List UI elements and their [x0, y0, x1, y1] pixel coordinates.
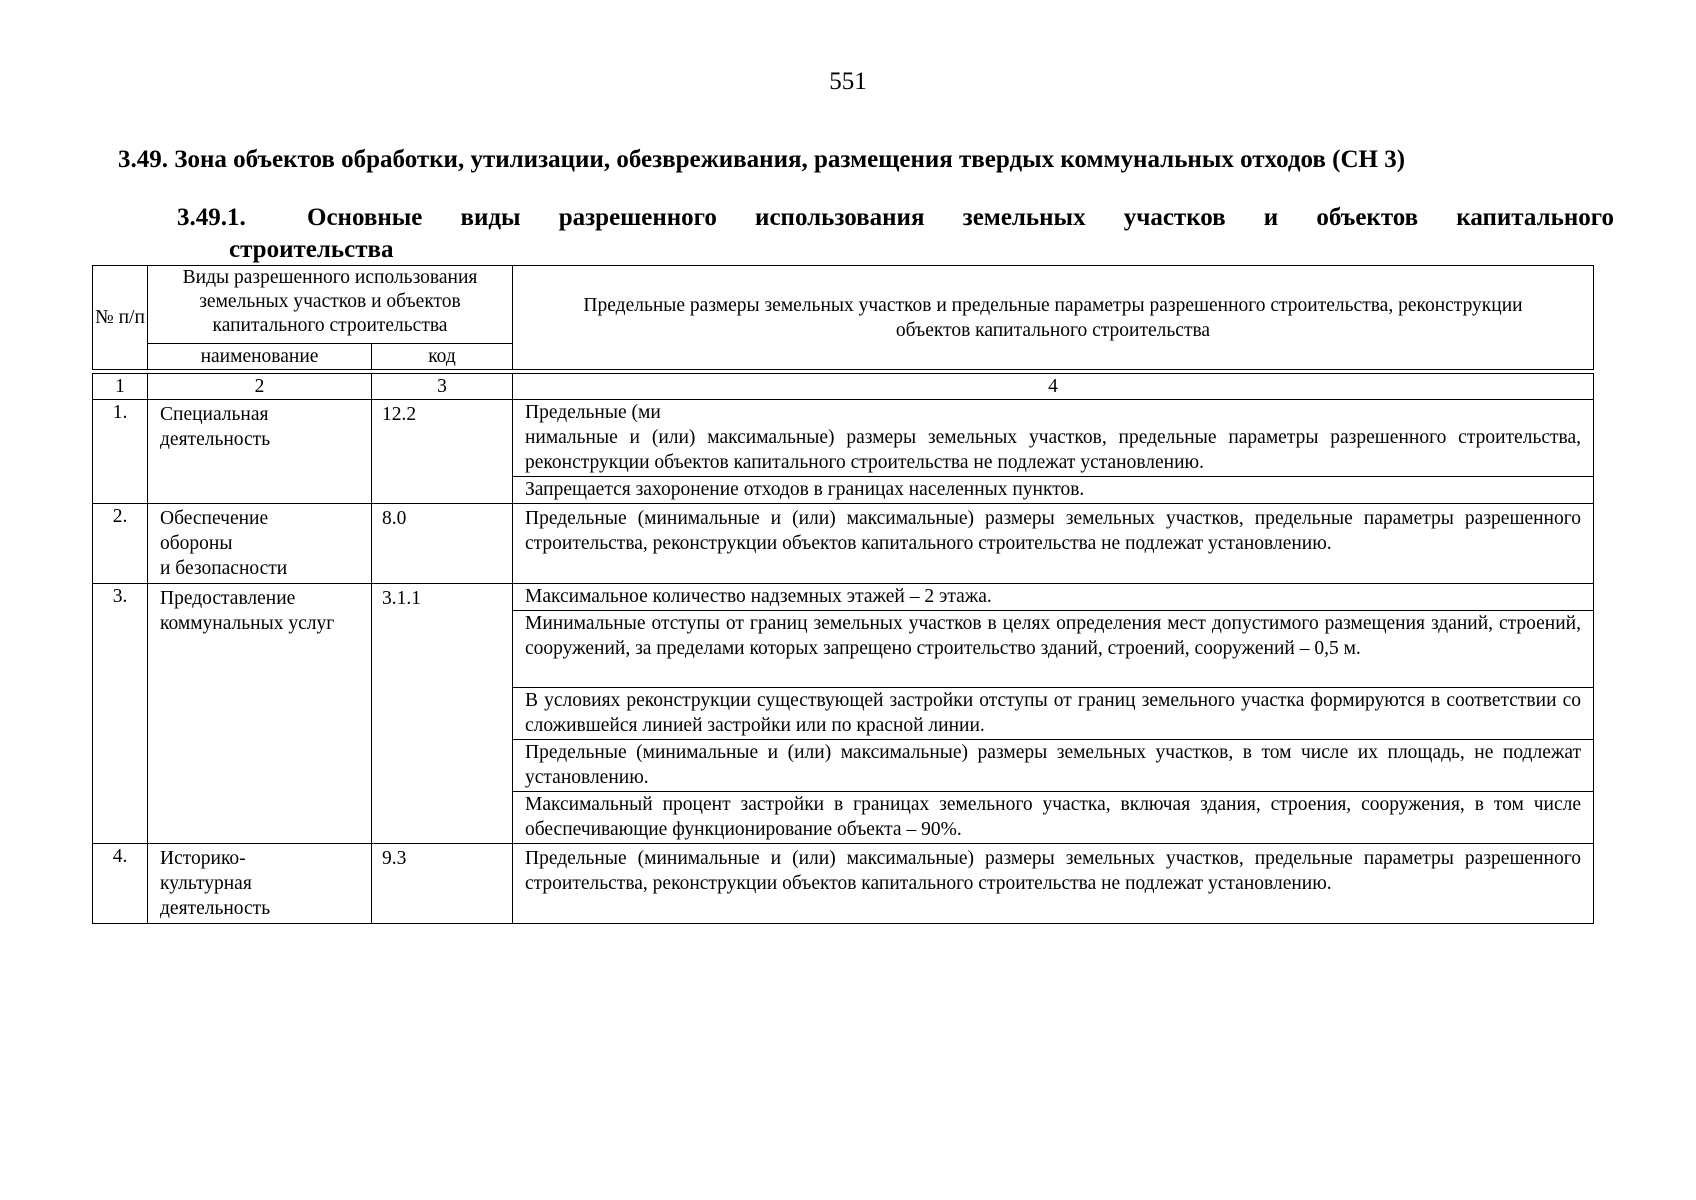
table-row [93, 400, 1594, 477]
row-num: 2. [93, 504, 148, 584]
col-number: 4 [513, 374, 1594, 400]
header-name: наименование [148, 344, 372, 370]
header-types: Виды разрешенного использования земельных участков и объектов капитального строительства [148, 266, 513, 344]
row-code: 12.2 [372, 400, 513, 504]
row-param: Предельные (минимальные и (или) максимальные) размеры земельных участков, в том числе их площадь, не подлежат установлению. [513, 740, 1594, 792]
subsection-title-continued: строительства [229, 236, 394, 263]
row-name [148, 504, 372, 584]
header-params: Предельные размеры земельных участков и предельные параметры разрешенного строительства, реконструкции объектов капитального строительства [513, 266, 1594, 370]
row-name-line: Обеспечение [160, 508, 269, 529]
row-code: 9.3 [372, 844, 513, 924]
row-name-line: культурная [160, 873, 252, 894]
header-code: код [372, 344, 513, 370]
col-number: 3 [372, 374, 513, 400]
row-num: 4. [93, 844, 148, 924]
param-text: нимальные и (или) максимальные) размеры земельных участков, предельные параметры разрешенного строительства, реконструкции объектов капитального строительства не подлежат установлению. [525, 427, 1581, 473]
col-number: 1 [93, 374, 148, 400]
table-row [93, 584, 1594, 611]
row-name-line: и безопасности [160, 558, 288, 579]
row-param: В условиях реконструкции существующей застройки отступы от границ земельного участка формируются в соответствии со сложившейся линией застройки или по красной линии. [513, 688, 1594, 740]
header-num: № п/п [93, 266, 148, 370]
param-text: Предельные (ми [525, 402, 661, 423]
row-code: 8.0 [372, 504, 513, 584]
row-name: Предоставление коммунальных услуг [148, 584, 372, 844]
row-param: Предельные (минимальные и (или) максимальные) размеры земельных участков, предельные параметры разрешенного строительства, реконструкции объектов капитального строительства не подлежат установлению. [513, 844, 1594, 924]
row-name-line: обороны [160, 533, 233, 554]
table-body [92, 373, 1594, 924]
row-name: Специальная деятельность [148, 400, 372, 504]
col-number: 2 [148, 374, 372, 400]
row-name-line: деятельность [160, 898, 271, 919]
row-param: Предельные (минимальные и (или) максимальные) размеры земельных участков, предельные параметры разрешенного строительства, реконструкции объектов капитального строительства не подлежат установлению. [513, 504, 1594, 584]
subsection-title: Основные виды разрешенного использования земельных участков и объектов капитального [307, 204, 1614, 231]
row-param: Запрещается захоронение отходов в границах населенных пунктов. [513, 477, 1594, 504]
row-param: Максимальный процент застройки в границах земельного участка, включая здания, строения, сооружения, в том числе обеспечивающие функционирование объекта – 90%. [513, 792, 1594, 844]
subsection-number: 3.49.1. [177, 204, 246, 231]
row-param: Минимальные отступы от границ земельных участков в целях определения мест допустимого размещения зданий, строений, сооружений, за пределами которых запрещено строительство зданий, строений, сооружений – 0,5 м. [513, 611, 1594, 688]
page-number: 551 [829, 68, 867, 95]
row-code: 3.1.1 [372, 584, 513, 844]
row-param: Максимальное количество надземных этажей – 2 этажа. [513, 584, 1594, 611]
section-title: 3.49. Зона объектов обработки, утилизации, обезвреживания, размещения твердых коммунальных отходов (СН 3) [118, 146, 1406, 173]
table-header [92, 265, 1594, 370]
table-row [93, 844, 1594, 924]
row-num: 3. [93, 584, 148, 844]
table-row-col-numbers [93, 374, 1594, 400]
row-param [513, 400, 1594, 477]
table-row [93, 504, 1594, 584]
row-name [148, 844, 372, 924]
row-num: 1. [93, 400, 148, 504]
row-name-line: Историко- [160, 848, 246, 869]
